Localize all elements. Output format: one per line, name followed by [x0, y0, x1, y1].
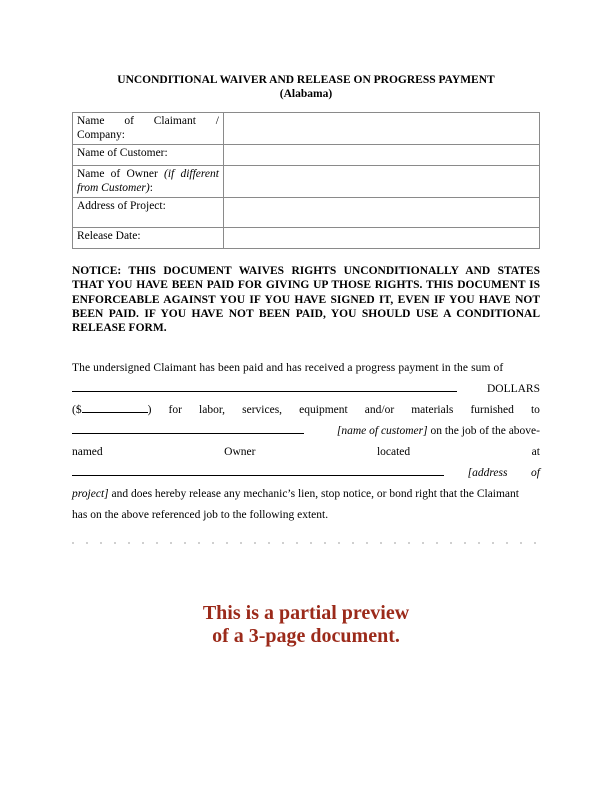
body-line-5 [72, 442, 540, 463]
label-word: Name [77, 115, 105, 127]
dollar-sign: ($ [72, 404, 82, 416]
body-line-2 [72, 379, 540, 400]
partial-preview-notice [0, 602, 612, 648]
customer-tail [337, 421, 540, 442]
body-word: Owner [224, 446, 256, 458]
dollars-label: DOLLARS [486, 383, 540, 395]
body-word: at [531, 446, 540, 458]
label-owner-line2 [77, 182, 219, 196]
body-word: labor, [199, 404, 226, 416]
label-claimant-line2: Company: [77, 128, 125, 141]
project-address-blank[interactable] [72, 464, 444, 476]
body-line-7 [72, 484, 540, 505]
field-claimant[interactable] [224, 113, 540, 145]
label-address: Address of Project: [73, 198, 224, 228]
address-hint-of: of [531, 467, 540, 479]
body-text: and does hereby release any mechanic’s lien, stop notice, or bond right that the Claimant [108, 488, 519, 500]
body-paragraph [72, 358, 540, 526]
label-word: Claimant [153, 115, 196, 127]
body-word: named [72, 446, 103, 458]
notice-paragraph: NOTICE: THIS DOCUMENT WAIVES RIGHTS UNCONDITIONALLY AND STATES THAT YOU HAVE BEEN PAID FOR GIVING UP THOSE RIGHTS. THIS DOCUMENT IS ENFORCEABLE AGAINST YOU IF YOU HAVE SIGNED IT, EVEN IF YOU HAVE NOT BEEN PAID. IF YOU HAVE NOT BEEN PAID, YOU SHOULD USE A CONDITIONAL RELEASE FORM. [72, 265, 540, 335]
preview-line-1: This is a partial preview [202, 602, 410, 624]
body-line-1 [72, 358, 540, 379]
field-customer[interactable] [224, 145, 540, 166]
body-text: on the job of the above- [427, 425, 540, 437]
label-release-date: Release Date: [73, 228, 224, 249]
label-owner-italic2: from Customer) [77, 181, 150, 194]
body-text: The undersigned Claimant has been paid and has received a progress payment in the sum of [72, 362, 504, 374]
project-hint: project] [72, 488, 109, 500]
table-row-owner [73, 166, 540, 198]
body-word: furnished [470, 404, 514, 416]
body-line-8 [72, 505, 540, 526]
body-word: materials [411, 404, 454, 416]
label-claimant-line1 [77, 115, 219, 129]
body-word: located [376, 446, 411, 458]
table-row-address [73, 198, 540, 228]
body-word: to [530, 404, 540, 416]
preview-line-2: of a 3-page document. [212, 625, 400, 647]
body-line-3 [72, 400, 540, 421]
address-hint: [address [467, 467, 508, 479]
title-main: UNCONDITIONAL WAIVER AND RELEASE ON PROGRESS PAYMENT [117, 74, 495, 86]
table-row-customer [73, 145, 540, 166]
body-word: services, [242, 404, 283, 416]
body-word: equipment [299, 404, 348, 416]
field-release-date[interactable] [224, 228, 540, 249]
label-owner [73, 166, 224, 198]
body-word: for [168, 404, 182, 416]
label-owner-text: Name of Owner [77, 168, 164, 180]
field-owner[interactable] [224, 166, 540, 198]
body-text: has on the above referenced job to the following extent. [72, 509, 329, 521]
label-owner-line1 [77, 168, 219, 182]
title-state: (Alabama) [279, 88, 333, 100]
amount-figure-blank[interactable] [82, 401, 148, 413]
label-word: of [124, 115, 134, 127]
amount-words-blank[interactable] [72, 380, 457, 392]
customer-name-blank[interactable] [72, 422, 304, 434]
body-line-4 [72, 421, 540, 442]
table-row-release-date [73, 228, 540, 249]
body-word: and/or [364, 404, 395, 416]
label-owner-italic: (if different [164, 168, 219, 180]
name-of-customer-hint: [name of customer] [336, 425, 428, 437]
info-table [72, 112, 540, 249]
document-title [0, 73, 612, 101]
label-word: / [215, 115, 219, 127]
label-claimant [73, 113, 224, 145]
body-line-6 [72, 463, 540, 484]
label-customer: Name of Customer: [73, 145, 224, 166]
paren-close: ) [147, 404, 152, 416]
table-row-claimant [73, 113, 540, 145]
field-address[interactable] [224, 198, 540, 228]
truncated-text-line [72, 542, 540, 544]
amount-figure-group [72, 400, 151, 421]
label-owner-colon: : [149, 181, 153, 194]
